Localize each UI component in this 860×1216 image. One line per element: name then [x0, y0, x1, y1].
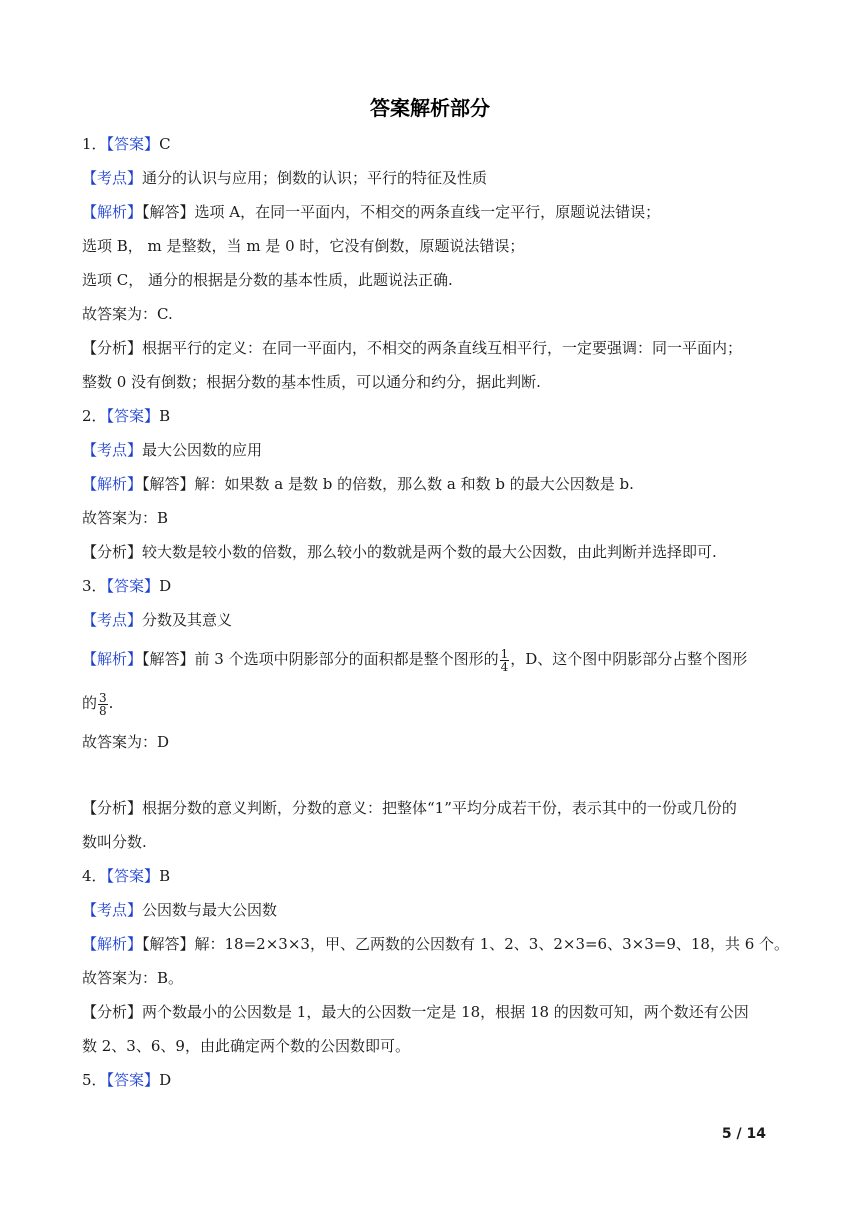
answer-tag: 【答案】 — [106, 135, 160, 153]
point-tag: 【考点】 — [82, 169, 143, 187]
point-tag: 【考点】 — [82, 441, 143, 459]
explain-tag: 【解析】 — [82, 475, 143, 493]
q2-explain-1: 【解答】解：如果数 a 是数 b 的倍数，那么数 a 和数 b 的最大公因数是 b. — [142, 475, 634, 493]
analysis-tag: 【分析】 — [82, 799, 143, 817]
q2-analysis-1: 较大数是较小数的倍数，那么较小的数就是两个数的最大公因数，由此判断并选择即可. — [142, 543, 717, 561]
q1-point-line — [82, 168, 782, 188]
q4-analysis-1: 两个数最小的公因数是 1，最大的公因数一定是 18，根据 18 的因数可知，两个数还有公因 — [142, 1003, 749, 1021]
q2-answer: B — [159, 407, 171, 425]
q5-answer: D — [159, 1071, 172, 1089]
q5-number: 5． — [82, 1071, 107, 1089]
q2-analysis-line — [82, 542, 782, 562]
q4-analysis-line — [82, 1002, 782, 1022]
answer-tag: 【答案】 — [106, 867, 160, 885]
explain-tag: 【解析】 — [82, 935, 143, 953]
q3-analysis-1: 根据分数的意义判断，分数的意义：把整体“1”平均分成若干份，表示其中的一份或几份的 — [142, 799, 737, 817]
fraction-denominator: 8 — [99, 703, 107, 718]
q1-result: 故答案为：C. — [82, 305, 173, 323]
q4-result: 故答案为：B。 — [82, 969, 184, 987]
q1-explain-2: 选项 B， m 是整数，当 m 是 0 时，它没有倒数，原题说法错误； — [82, 237, 525, 255]
fraction-numerator: 3 — [99, 690, 107, 705]
q4-number: 4． — [82, 867, 107, 885]
analysis-tag: 【分析】 — [82, 543, 143, 561]
q3-answer: D — [159, 577, 172, 595]
q1-answer: C — [159, 135, 171, 153]
q3-explain-1b: ，D、这个图中阴影部分占整个图形 — [510, 650, 748, 668]
q1-number: 1． — [82, 135, 107, 153]
q3-analysis-2: 数叫分数. — [82, 833, 147, 851]
analysis-tag: 【分析】 — [82, 1003, 143, 1021]
q4-explain-line — [82, 934, 790, 954]
q1-answer-line — [82, 134, 782, 154]
q3-number: 3． — [82, 577, 107, 595]
q1-explain-1: 【解答】选项 A，在同一平面内，不相交的两条直线一定平行，原题说法错误； — [142, 203, 661, 221]
q2-explain-line — [82, 474, 782, 494]
q2-answer-line — [82, 406, 782, 426]
q3-explain-2a: 的 — [82, 694, 98, 712]
q3-explain-1a: 【解答】前 3 个选项中阴影部分的面积都是整个图形的 — [142, 650, 499, 668]
explain-tag: 【解析】 — [82, 203, 143, 221]
answer-tag: 【答案】 — [106, 1071, 160, 1089]
q2-point-line — [82, 440, 782, 460]
point-tag: 【考点】 — [82, 901, 143, 919]
q2-result: 故答案为：B — [82, 509, 169, 527]
point-tag: 【考点】 — [82, 611, 143, 629]
page-number: 5 / 14 — [721, 1126, 766, 1142]
q3-point: 分数及其意义 — [142, 611, 233, 629]
fraction-three-eighths — [98, 692, 108, 717]
q3-result: 故答案为：D — [82, 733, 170, 751]
q1-analysis-2: 整数 0 没有倒数；根据分数的基本性质，可以通分和约分，据此判断. — [82, 373, 541, 391]
answer-tag: 【答案】 — [106, 407, 160, 425]
q3-answer-line — [82, 576, 782, 596]
q1-explain-3: 选项 C， 通分的根据是分数的基本性质，此题说法正确. — [82, 271, 453, 289]
q4-point: 公因数与最大公因数 — [142, 901, 278, 919]
q4-answer-line — [82, 866, 782, 886]
q4-explain-1: 【解答】解：18=2×3×3，甲、乙两数的公因数有 1、2、3、2×3=6、3×3=9、18，共 6 个。 — [142, 935, 790, 953]
fraction-denominator: 4 — [500, 659, 509, 674]
q2-point: 最大公因数的应用 — [142, 441, 263, 459]
q3-analysis-line — [82, 798, 782, 818]
q1-analysis-1: 根据平行的定义：在同一平面内，不相交的两条直线互相平行，一定要强调：同一平面内； — [142, 339, 743, 357]
q4-point-line — [82, 900, 782, 920]
q4-analysis-2: 数 2、3、6、9，由此确定两个数的公因数即可。 — [82, 1037, 410, 1055]
q3-explain-2b: . — [108, 694, 114, 712]
q3-point-line — [82, 610, 782, 630]
q4-answer: B — [159, 867, 171, 885]
answer-tag: 【答案】 — [106, 577, 160, 595]
q2-number: 2． — [82, 407, 107, 425]
q3-explain-line — [82, 644, 782, 674]
fraction-numerator: 1 — [500, 646, 509, 661]
q1-point: 通分的认识与应用；倒数的认识；平行的特征及性质 — [142, 169, 488, 187]
page-title: 答案解析部分 — [370, 96, 490, 120]
explain-tag: 【解析】 — [82, 650, 143, 668]
q5-answer-line — [82, 1070, 782, 1090]
fraction-one-quarter — [500, 648, 510, 673]
q1-analysis-line — [82, 338, 782, 358]
q1-explain-line — [82, 202, 782, 222]
q3-explain-line-2 — [82, 688, 782, 718]
analysis-tag: 【分析】 — [82, 339, 143, 357]
